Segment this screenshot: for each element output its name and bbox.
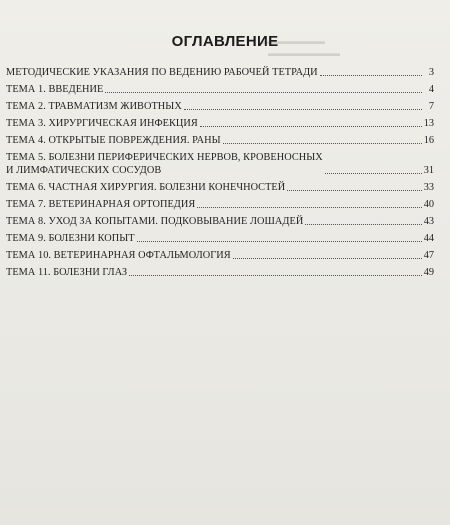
toc-entry-page: 13	[423, 118, 434, 129]
toc-entry-page: 16	[423, 135, 434, 146]
toc-entry-label: ТЕМА 11. БОЛЕЗНИ ГЛАЗ	[6, 267, 128, 278]
toc-entry[interactable]	[6, 228, 434, 245]
toc-entry[interactable]	[6, 211, 434, 228]
toc-entry-page: 33	[423, 182, 434, 193]
dot-leader	[325, 173, 422, 174]
toc-entry[interactable]	[6, 79, 434, 96]
dot-leader	[233, 258, 422, 259]
toc-entry-label: ТЕМА 2. ТРАВМАТИЗМ ЖИВОТНЫХ	[6, 101, 182, 112]
dot-leader	[287, 190, 421, 191]
toc-entry[interactable]	[6, 130, 434, 147]
toc-entry-page: 43	[423, 216, 434, 227]
toc-entry-label: ТЕМА 9. БОЛЕЗНИ КОПЫТ	[6, 233, 135, 244]
toc-entry-label: ТЕМА 3. ХИРУРГИЧЕСКАЯ ИНФЕКЦИЯ	[6, 118, 198, 129]
dot-leader	[200, 126, 422, 127]
toc-entry-label: ТЕМА 5. БОЛЕЗНИ ПЕРИФЕРИЧЕСКИХ НЕРВОВ, КРОВЕНОСНЫХ И ЛИМФАТИЧЕСКИХ СОСУДОВ	[6, 152, 323, 176]
dot-leader	[105, 92, 422, 93]
toc-entry-label: ТЕМА 7. ВЕТЕРИНАРНАЯ ОРТОПЕДИЯ	[6, 199, 196, 210]
toc-entry-page: 47	[423, 250, 434, 261]
bleed-through-mark: ▬▬▬▬▬▬▬▬	[268, 48, 340, 58]
bleed-through-mark: ▬▬▬▬▬▬▬	[262, 36, 325, 46]
dot-leader	[305, 224, 421, 225]
toc-entry-page: 49	[423, 267, 434, 278]
toc-entry-page: 4	[428, 84, 434, 95]
toc-entry[interactable]	[6, 194, 434, 211]
toc-entry-page: 31	[423, 165, 434, 176]
toc-title: ОГЛАВЛЕНИЕ	[171, 33, 279, 50]
toc-entry-page: 40	[423, 199, 434, 210]
toc-entry-page: 3	[428, 67, 434, 78]
toc-entry-label: ТЕМА 1. ВВЕДЕНИЕ	[6, 84, 104, 95]
table-of-contents	[6, 62, 434, 279]
dot-leader	[197, 207, 421, 208]
toc-entry-page: 44	[423, 233, 434, 244]
dot-leader	[129, 275, 422, 276]
toc-entry-label: МЕТОДИЧЕСКИЕ УКАЗАНИЯ ПО ВЕДЕНИЮ РАБОЧЕЙ ТЕТРАДИ	[6, 67, 318, 78]
dot-leader	[137, 241, 422, 242]
dot-leader	[184, 109, 422, 110]
toc-entry-page: 7	[428, 101, 434, 112]
toc-entry[interactable]	[6, 245, 434, 262]
toc-entry[interactable]	[6, 96, 434, 113]
toc-entry-label: ТЕМА 4. ОТКРЫТЫЕ ПОВРЕЖДЕНИЯ. РАНЫ	[6, 135, 221, 146]
toc-entry-label: ТЕМА 8. УХОД ЗА КОПЫТАМИ. ПОДКОВЫВАНИЕ ЛОШАДЕЙ	[6, 216, 304, 227]
dot-leader	[320, 75, 422, 76]
toc-entry[interactable]	[6, 147, 434, 177]
toc-entry-label: ТЕМА 10. ВЕТЕРИНАРНАЯ ОФТАЛЬМОЛОГИЯ	[6, 250, 231, 261]
toc-entry[interactable]	[6, 177, 434, 194]
toc-entry[interactable]	[6, 113, 434, 130]
toc-entry[interactable]	[6, 62, 434, 79]
toc-entry[interactable]	[6, 262, 434, 279]
dot-leader	[223, 143, 422, 144]
toc-entry-label: ТЕМА 6. ЧАСТНАЯ ХИРУРГИЯ. БОЛЕЗНИ КОНЕЧНОСТЕЙ	[6, 182, 286, 193]
